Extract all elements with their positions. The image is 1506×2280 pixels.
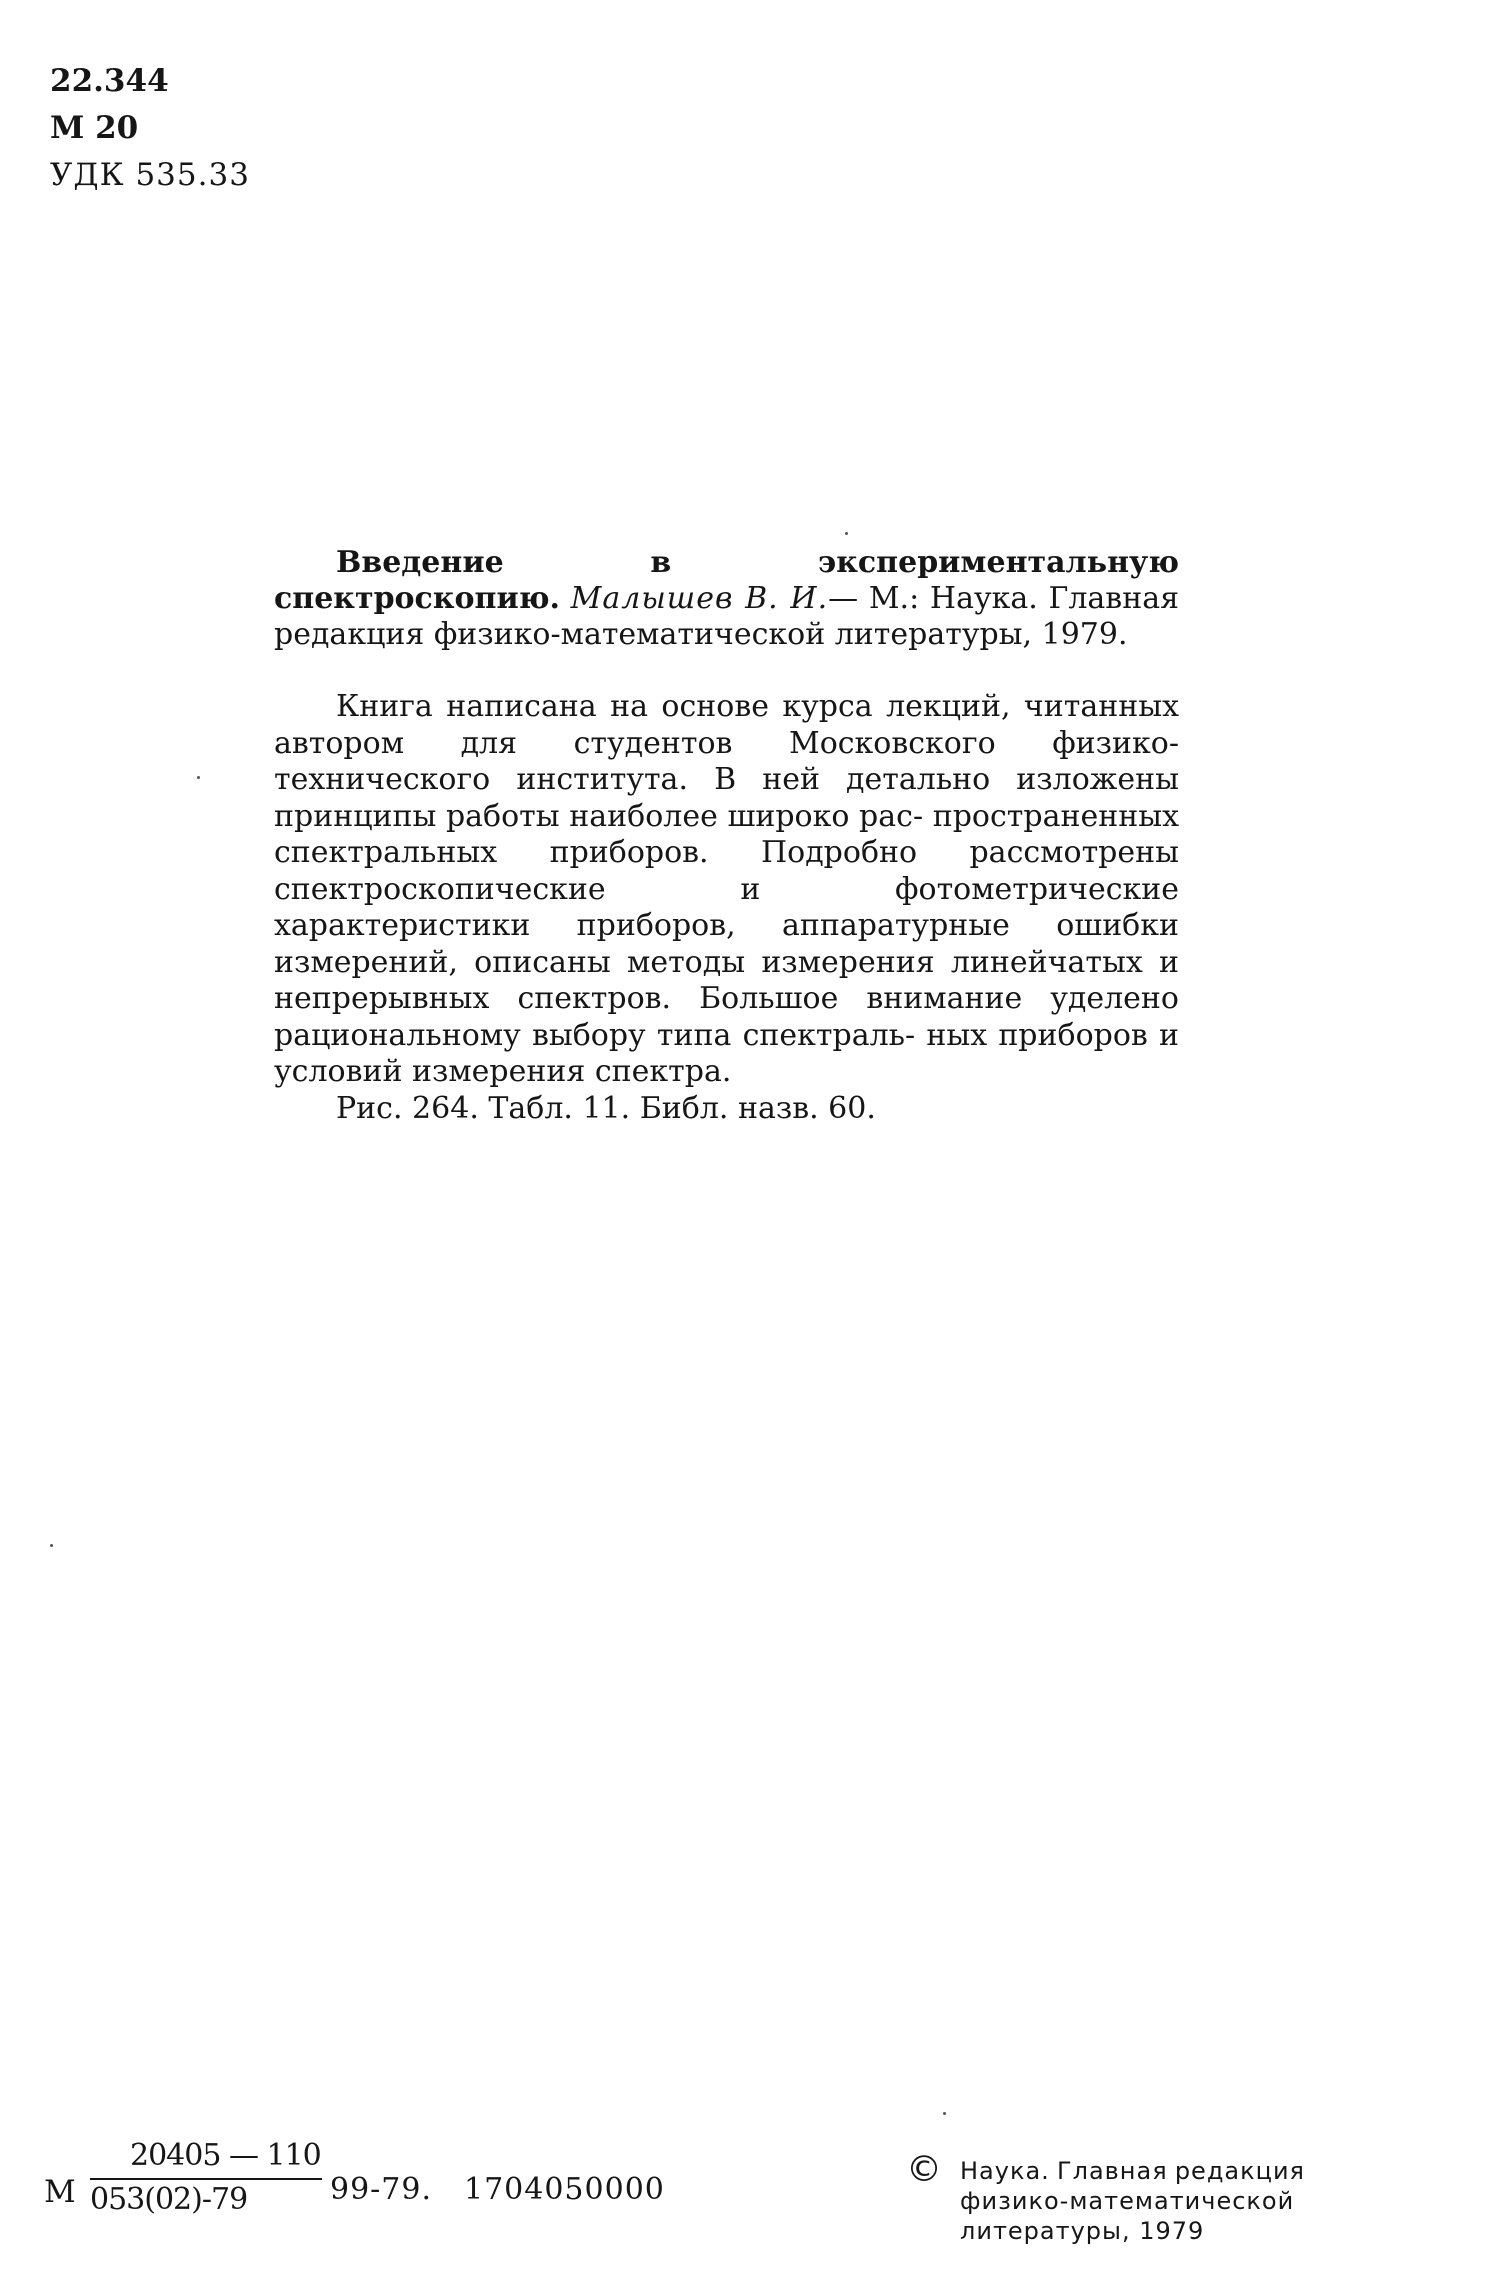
catalog-suffix: 99-79. — [330, 2172, 433, 2207]
annotation — [274, 689, 1179, 1091]
catalog-number: 1704050000 — [464, 2172, 665, 2207]
bbk-index: 22.344 — [50, 63, 169, 99]
annotation-stats-line — [274, 1091, 1179, 1127]
copyright-word-1: Наука. — [960, 2157, 1050, 2185]
copyright-line-2: физико-математической — [960, 2187, 1295, 2215]
fraction-line — [90, 2178, 322, 2180]
print-speck — [50, 1544, 53, 1547]
annotation-stats: Рис. 264. Табл. 11. Библ. назв. 60. — [336, 1090, 876, 1126]
print-speck — [943, 2112, 946, 2115]
catalog-denominator: 053(02)-79 — [90, 2182, 248, 2217]
catalog-letter: М — [44, 2174, 76, 2210]
classification-block — [50, 58, 250, 199]
imprint-line-1: — М.: Наука. Главная редакция — [274, 581, 1179, 652]
udk-index: УДК 535.33 — [50, 157, 250, 193]
author-mark: М 20 — [50, 110, 139, 146]
main-text-block — [274, 545, 1179, 1127]
copyright-text — [960, 2156, 1305, 2246]
book-title: Введение в экспериментальную спектроскопию. — [274, 545, 1179, 616]
print-speck — [845, 532, 848, 535]
copyright-line-1 — [960, 2156, 1305, 2186]
print-speck — [197, 776, 200, 779]
copyright-word-2: Главная — [1056, 2157, 1168, 2185]
book-author: Малышев В. И. — [570, 581, 829, 616]
imprint-line-2: физико-математической литературы, 1979. — [433, 617, 1128, 652]
annotation-text: Книга написана на основе курса лекций, читанных автором для студентов Московского физико-технического института. В ней детально изложены принципы работы наиболее широко рас- пространенных спектральных приборов. Подробно рассмотрены спектроскопические и фотометрические характеристики приборов, аппаратурные ошибки измерений, описаны методы измерения линейчатых и непрерывных спектров. Большое внимание уделено рациональному выбору типа спектраль- ных приборов и условий измерения спектра. — [274, 689, 1179, 1089]
copyright-line-3: литературы, 1979 — [960, 2217, 1205, 2245]
catalog-numerator: 20405 — 110 — [130, 2138, 321, 2173]
copyright-icon: © — [906, 2149, 942, 2190]
copyright-word-3: редакция — [1174, 2157, 1305, 2185]
bibliographic-record — [274, 545, 1179, 653]
